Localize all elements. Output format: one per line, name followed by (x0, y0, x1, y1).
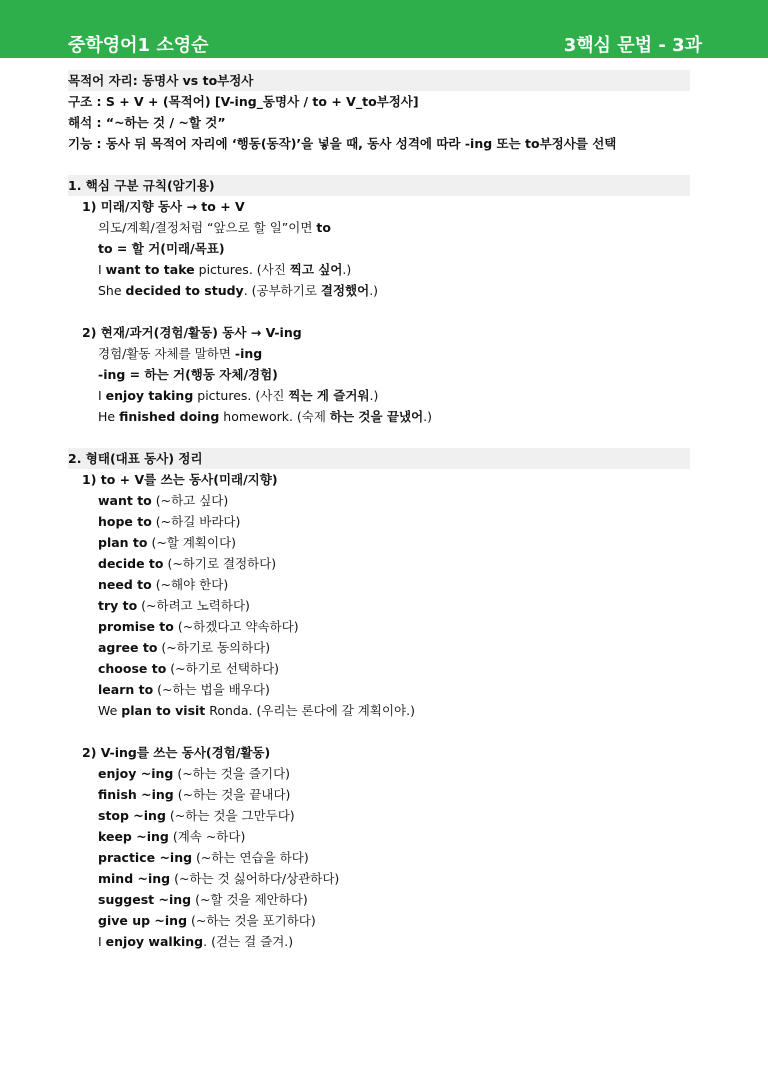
bold-text: 찍고 싶어 (289, 262, 343, 277)
verb: practice ~ing (98, 850, 193, 865)
verb: plan to (98, 535, 148, 550)
verb-item (68, 616, 690, 637)
document-body (68, 70, 690, 952)
text: I (98, 934, 106, 949)
verb: suggest ~ing (98, 892, 192, 907)
verb-item (68, 574, 690, 595)
text: .) (342, 262, 352, 277)
verb-item (68, 553, 690, 574)
verb-item (68, 679, 690, 700)
verb-meaning: (~하려고 노력하다) (137, 598, 250, 613)
verb: stop ~ing (98, 808, 166, 823)
text: We (98, 703, 122, 718)
verb-meaning: (~하길 바라다) (151, 514, 241, 529)
verb: agree to (98, 640, 158, 655)
intro-structure: 구조 : S + V + (목적어) [V-ing_동명사 / to + V_to부정사] (68, 94, 419, 109)
text: .) (423, 409, 433, 424)
verb-meaning: (~하는 것을 포기하다) (187, 913, 316, 928)
header-bar (0, 0, 768, 58)
section1-sub2-line2: -ing = 하는 거(행동 자체/경험) (98, 367, 278, 382)
verb-meaning: (~하기로 결정하다) (163, 556, 277, 571)
text: homework. (숙제 (219, 409, 330, 424)
verb-item (68, 511, 690, 532)
verb-item (68, 658, 690, 679)
verb-meaning: (~하는 것을 그만두다) (165, 808, 295, 823)
text: I (98, 262, 106, 277)
text: 의도/계획/결정처럼 “앞으로 할 일”이면 (98, 220, 317, 235)
verb-meaning: (~하기로 선택하다) (166, 661, 280, 676)
section1-title: 1. 핵심 구분 규칙(암기용) (68, 175, 690, 196)
verb-meaning: (~하는 것을 끝내다) (173, 787, 291, 802)
text: pictures. (사진 (194, 262, 290, 277)
verb-item (68, 763, 690, 784)
lesson-title: 3핵심 문법 - 3과 (563, 35, 702, 56)
verb-item (68, 868, 690, 889)
verb: hope to (98, 514, 152, 529)
bold-text: 결정했어 (320, 283, 370, 298)
bold-text: finished doing (119, 409, 220, 424)
section1-sub1-example2 (68, 280, 690, 301)
verb-meaning: (~하는 것을 즐기다) (173, 766, 291, 781)
text: 경험/활동 자체를 말하면 (98, 346, 235, 361)
verb-item (68, 637, 690, 658)
verb-meaning: (~할 계획이다) (147, 535, 237, 550)
verb-meaning: (~하는 연습을 하다) (192, 850, 309, 865)
section1-sub1-example1 (68, 259, 690, 280)
bold-text: -ing (234, 346, 263, 361)
verb-item (68, 847, 690, 868)
verb-item (68, 532, 690, 553)
section2-sub1-example (68, 700, 690, 721)
verb: finish ~ing (98, 787, 174, 802)
course-title: 중학영어1 소영순 (68, 35, 209, 56)
bold-text: decided to study (125, 283, 244, 298)
verb: mind ~ing (98, 871, 171, 886)
verb: enjoy ~ing (98, 766, 174, 781)
verb-meaning: (~하기로 동의하다) (157, 640, 271, 655)
bold-text: want to take (105, 262, 195, 277)
verb: try to (98, 598, 138, 613)
verb-item (68, 784, 690, 805)
bold-text: enjoy walking (105, 934, 204, 949)
section1-sub2-title: 2) 현재/과거(경험/활동) 동사 → V-ing (82, 325, 302, 340)
verb: want to (98, 493, 152, 508)
spacer (68, 427, 690, 448)
verb: learn to (98, 682, 154, 697)
bold-text: 하는 것을 끝냈어 (329, 409, 424, 424)
verb-item (68, 595, 690, 616)
spacer (68, 721, 690, 742)
verb-meaning: (~하고 싶다) (151, 493, 229, 508)
text: pictures. (사진 (193, 388, 289, 403)
verb-item (68, 910, 690, 931)
section1-sub1-title: 1) 미래/지향 동사 → to + V (82, 199, 245, 214)
verb-meaning: (~할 것을 제안하다) (191, 892, 308, 907)
verb-meaning: (계속 ~하다) (168, 829, 246, 844)
section1-sub1-line1 (68, 217, 690, 238)
spacer (68, 154, 690, 175)
verb: need to (98, 577, 152, 592)
verb-meaning: (~하는 것 싫어하다/상관하다) (170, 871, 340, 886)
bold-text: plan to visit (121, 703, 206, 718)
section2-sub2-title: 2) V-ing를 쓰는 동사(경험/활동) (82, 745, 271, 760)
section2-sub1-title: 1) to + V를 쓰는 동사(미래/지향) (82, 472, 278, 487)
section1-sub2-example1 (68, 385, 690, 406)
text: .) (369, 283, 379, 298)
intro-meaning: 해석 : “~하는 것 / ~할 것” (68, 115, 226, 130)
section1-sub1-line2: to = 할 거(미래/목표) (98, 241, 225, 256)
verb-item (68, 490, 690, 511)
intro-title: 목적어 자리: 동명사 vs to부정사 (68, 70, 690, 91)
verb: keep ~ing (98, 829, 169, 844)
section2-sub2-example (68, 931, 690, 952)
verb: decide to (98, 556, 164, 571)
text: She (98, 283, 126, 298)
verb-meaning: (~해야 한다) (151, 577, 229, 592)
text: .) (369, 388, 379, 403)
verb: give up ~ing (98, 913, 188, 928)
bold-text: enjoy taking (105, 388, 194, 403)
verb-meaning: (~하는 법을 배우다) (153, 682, 270, 697)
bold-text: to (316, 220, 331, 235)
text: . (공부하기로 (243, 283, 321, 298)
text: He (98, 409, 120, 424)
section2-title: 2. 형태(대표 동사) 정리 (68, 448, 690, 469)
section1-sub2-line1 (68, 343, 690, 364)
verb: choose to (98, 661, 167, 676)
text: . (걷는 걸 즐겨.) (203, 934, 294, 949)
section1-sub2-example2 (68, 406, 690, 427)
verb-meaning: (~하겠다고 약속하다) (173, 619, 299, 634)
verb-item (68, 826, 690, 847)
intro-function: 기능 : 동사 뒤 목적어 자리에 ‘행동(동작)’을 넣을 때, 동사 성격에 따라 -ing 또는 to부정사를 선택 (68, 136, 617, 151)
text: I (98, 388, 106, 403)
verb-item (68, 889, 690, 910)
spacer (68, 301, 690, 322)
text: Ronda. (우리는 론다에 갈 계획이야.) (205, 703, 415, 718)
verb: promise to (98, 619, 174, 634)
verb-item (68, 805, 690, 826)
bold-text: 찍는 게 즐거워 (288, 388, 370, 403)
